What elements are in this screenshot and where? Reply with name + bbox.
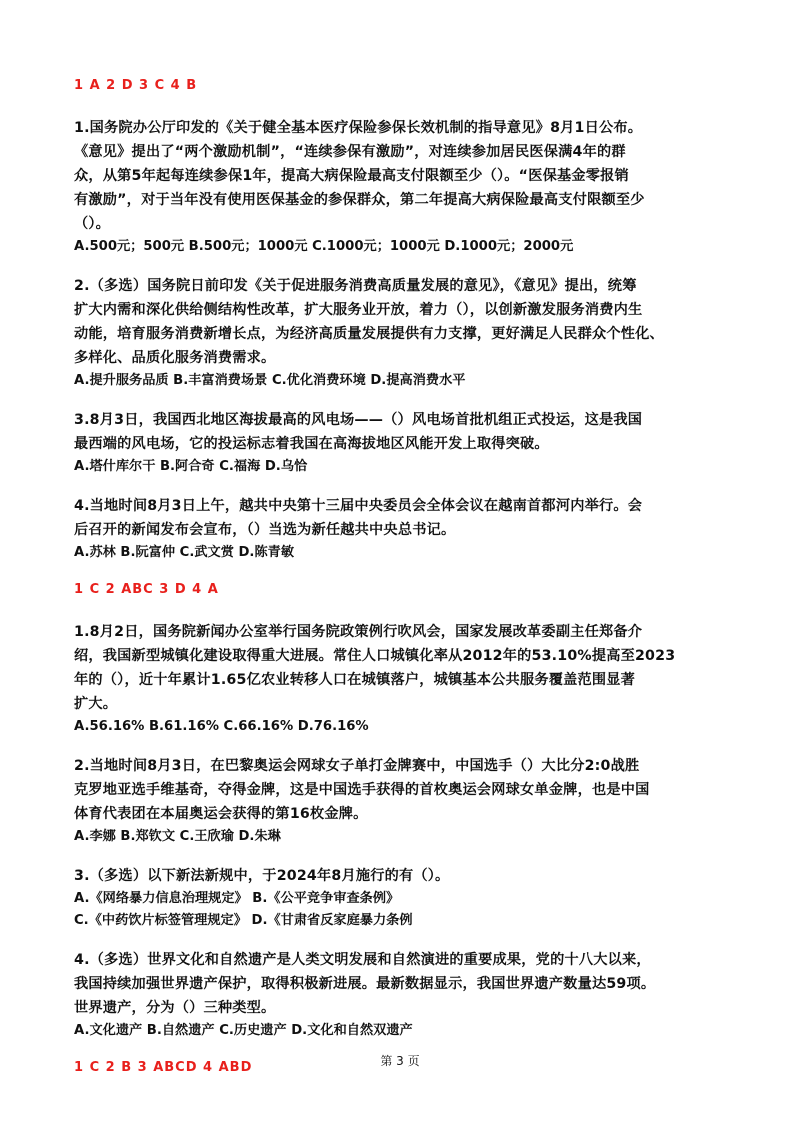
question-options: A.文化遗产 B.自然遗产 C.历史遗产 D.文化和自然双遗产 [74,1023,413,1038]
question-text-line: 4.当地时间8月3日上午，越共中央第十三届中央委员会全体会议在越南首都河内举行。会 [74,498,643,514]
question-options: A.提升服务品质 B.丰富消费场景 C.优化消费环境 D.提高消费水平 [74,373,466,388]
question-text-line: 众，从第5年起每连续参保1年，提高大病保险最高支付限额至少（）。“医保基金零报销 [74,168,629,184]
question-text-line: 多样化、品质化服务消费需求。 [74,350,276,366]
question-block [74,948,740,1042]
question-text-line: 有激励”，对于当年没有使用医保基金的参保群众，第二年提高大病保险最高支付限额至少 [74,192,645,208]
question-options: A.500元；500元 B.500元；1000元 C.1000元；1000元 D.1000元；2000元 [74,239,574,254]
question-text-line: （）。 [74,216,111,232]
answer-key-final: 1 C 2 B 3 ABCD 4 ABD [74,1060,253,1075]
document-content [74,76,740,1078]
question-options: A.李娜 B.郑钦文 C.王欣瑜 D.朱琳 [74,829,281,844]
question-block [74,864,740,932]
question-text-line: 年的（），近十年累计1.65亿农业转移人口在城镇落户，城镇基本公共服务覆盖范围显著 [74,672,636,688]
question-text-line: 扩大内需和深化供给侧结构性改革，扩大服务业开放，着力（），以创新激发服务消费内生 [74,302,643,318]
question-text-line: 体育代表团在本届奥运会获得的第16枚金牌。 [74,806,368,822]
question-options: C.《中药饮片标签管理规定》 D.《甘肃省反家庭暴力条例 [74,913,413,928]
question-text-line: 2.当地时间8月3日，在巴黎奥运会网球女子单打金牌赛中，中国选手（）大比分2:0战胜 [74,758,640,774]
question-block [74,754,740,848]
question-options: A.《网络暴力信息治理规定》 B.《公平竞争审查条例》 [74,891,400,906]
question-text-line: 1.国务院办公厅印发的《关于健全基本医疗保险参保长效机制的指导意见》8月1日公布。 [74,120,643,136]
question-text-line: 1.8月2日，国务院新闻办公室举行国务院政策例行吹风会，国家发展改革委副主任郑备介 [74,624,643,640]
question-text-line: 我国持续加强世界遗产保护，取得积极新进展。最新数据显示，我国世界遗产数量达59项。 [74,976,656,992]
question-block [74,116,740,258]
question-options: A.56.16% B.61.16% C.66.16% D.76.16% [74,719,369,734]
question-block [74,494,740,564]
answer-key: 1 C 2 ABC 3 D 4 A [74,582,219,597]
question-text-line: 动能，培育服务消费新增长点，为经济高质量发展提供有力支撑，更好满足人民群众个性化、 [74,326,664,342]
question-text-line: 《意见》提出了“两个激励机制”，“连续参保有激励”，对连续参加居民医保满4年的群 [74,144,626,160]
question-text-line: 3.8月3日，我国西北地区海拔最高的风电场——（）风电场首批机组正式投运，这是我国 [74,412,643,428]
question-options: A.塔什库尔干 B.阿合奇 C.福海 D.乌恰 [74,459,308,474]
question-text-line: 2.（多选）国务院日前印发《关于促进服务消费高质量发展的意见》，《意见》提出，统筹 [74,278,637,294]
question-text-line: 克罗地亚选手维基奇，夺得金牌，这是中国选手获得的首枚奥运会网球女单金牌，也是中国 [74,782,650,798]
question-text-line: 后召开的新闻发布会宣布，（）当选为新任越共中央总书记。 [74,522,456,538]
question-text-line: 最西端的风电场，它的投运标志着我国在高海拔地区风能开发上取得突破。 [74,436,549,452]
question-block [74,408,740,478]
answer-key: 1 A 2 D 3 C 4 B [74,78,198,93]
question-text-line: 绍，我国新型城镇化建设取得重大进展。常住人口城镇化率从2012年的53.10%提高至2023 [74,648,676,664]
question-text-line: 世界遗产，分为（）三种类型。 [74,1000,276,1016]
question-text-line: 4.（多选）世界文化和自然遗产是人类文明发展和自然演进的重要成果，党的十八大以来， [74,952,651,968]
question-text-line: 扩大。 [74,696,118,712]
question-block [74,620,740,738]
question-block [74,274,740,392]
page-number: 第 3 页 [380,1054,420,1068]
question-text-line: 3.（多选）以下新法新规中，于2024年8月施行的有（）。 [74,868,450,884]
question-options: A.苏林 B.阮富仲 C.武文赏 D.陈青敏 [74,545,295,560]
